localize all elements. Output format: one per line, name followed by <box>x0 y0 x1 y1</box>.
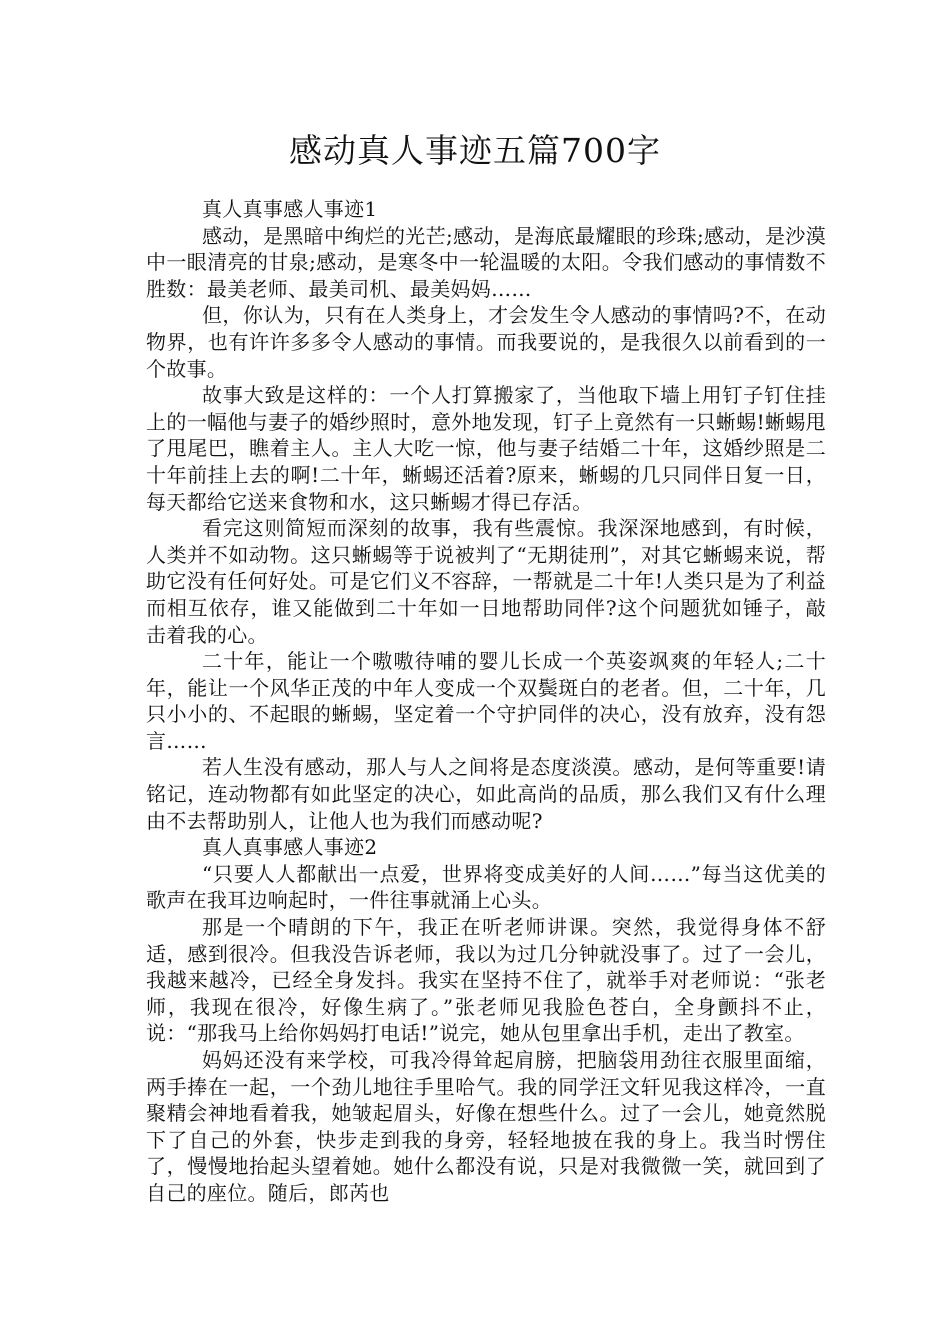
document-body <box>146 196 826 1207</box>
paragraph: 感动，是黑暗中绚烂的光芒;感动，是海底最耀眼的珍珠;感动，是沙漠中一眼清亮的甘泉;感动，是寒冬中一轮温暖的太阳。令我们感动的事情数不胜数：最美老师、最美司机、最美妈妈…… <box>146 223 826 301</box>
section-heading-2: 真人真事感人事迹2 <box>202 835 378 860</box>
paragraph: 那是一个晴朗的下午，我正在听老师讲课。突然，我觉得身体不舒适，感到很冷。但我没告诉老师，我以为过几分钟就没事了。过了一会儿，我越来越冷，已经全身发抖。我实在坚持不住了，就举手对老师说：“张老师，我现在很冷，好像生病了。”张老师见我脸色苍白，全身颤抖不止，说：“那我马上给你妈妈打电话!”说完，她从包里拿出手机，走出了教室。 <box>146 915 826 1046</box>
section-heading-1: 真人真事感人事迹1 <box>202 197 378 221</box>
paragraph: 妈妈还没有来学校，可我冷得耸起肩膀，把脑袋用劲往衣服里面缩，两手捧在一起，一个劲儿地往手里哈气。我的同学汪文轩见我这样冷，一直聚精会神地看着我，她皱起眉头，好像在想些什么。过了一会儿，她竟然脱下了自己的外套，快步走到我的身旁，轻轻地披在我的身上。我当时愣住了，慢慢地抬起头望着她。她什么都没有说，只是对我微微一笑，就回到了自己的座位。随后，郎芮也 <box>146 1048 826 1205</box>
paragraph: 故事大致是这样的：一个人打算搬家了，当他取下墙上用钉子钉住挂上的一幅他与妻子的婚纱照时，意外地发现，钉子上竟然有一只蜥蜴!蜥蜴甩了甩尾巴，瞧着主人。主人大吃一惊，他与妻子结婚二十年，这婚纱照是二十年前挂上去的啊!二十年，蜥蜴还活着?原来，蜥蜴的几只同伴日复一日，每天都给它送来食物和水，这只蜥蜴才得已存活。 <box>146 383 826 514</box>
paragraph: 二十年，能让一个嗷嗷待哺的婴儿长成一个英姿飒爽的年轻人;二十年，能让一个风华正茂的中年人变成一个双鬓斑白的老者。但，二十年，几只小小的、不起眼的蜥蜴，坚定着一个守护同伴的决心，没有放弃，没有怨言…… <box>146 649 826 753</box>
document-title: 感动真人事迹五篇700字 <box>289 131 661 170</box>
paragraph: 但，你认为，只有在人类身上，才会发生令人感动的事情吗?不，在动物界，也有许许多多令人感动的事情。而我要说的，是我很久以前看到的一个故事。 <box>146 303 826 381</box>
paragraph: “只要人人都献出一点爱，世界将变成美好的人间……”每当这优美的歌声在我耳边响起时，一件往事就涌上心头。 <box>146 861 826 913</box>
paragraph: 看完这则简短而深刻的故事，我有些震惊。我深深地感到，有时候，人类并不如动物。这只蜥蜴等于说被判了“无期徒刑”，对其它蜥蜴来说，帮助它没有任何好处。可是它们义不容辞，一帮就是二十年!人类只是为了利益而相互依存，谁又能做到二十年如一日地帮助同伴?这个问题犹如锤子，敲击着我的心。 <box>146 516 826 647</box>
paragraph: 若人生没有感动，那人与人之间将是态度淡漠。感动，是何等重要!请铭记，连动物都有如此坚定的决心，如此高尚的品质，那么我们又有什么理由不去帮助别人，让他人也为我们而感动呢? <box>146 755 826 833</box>
